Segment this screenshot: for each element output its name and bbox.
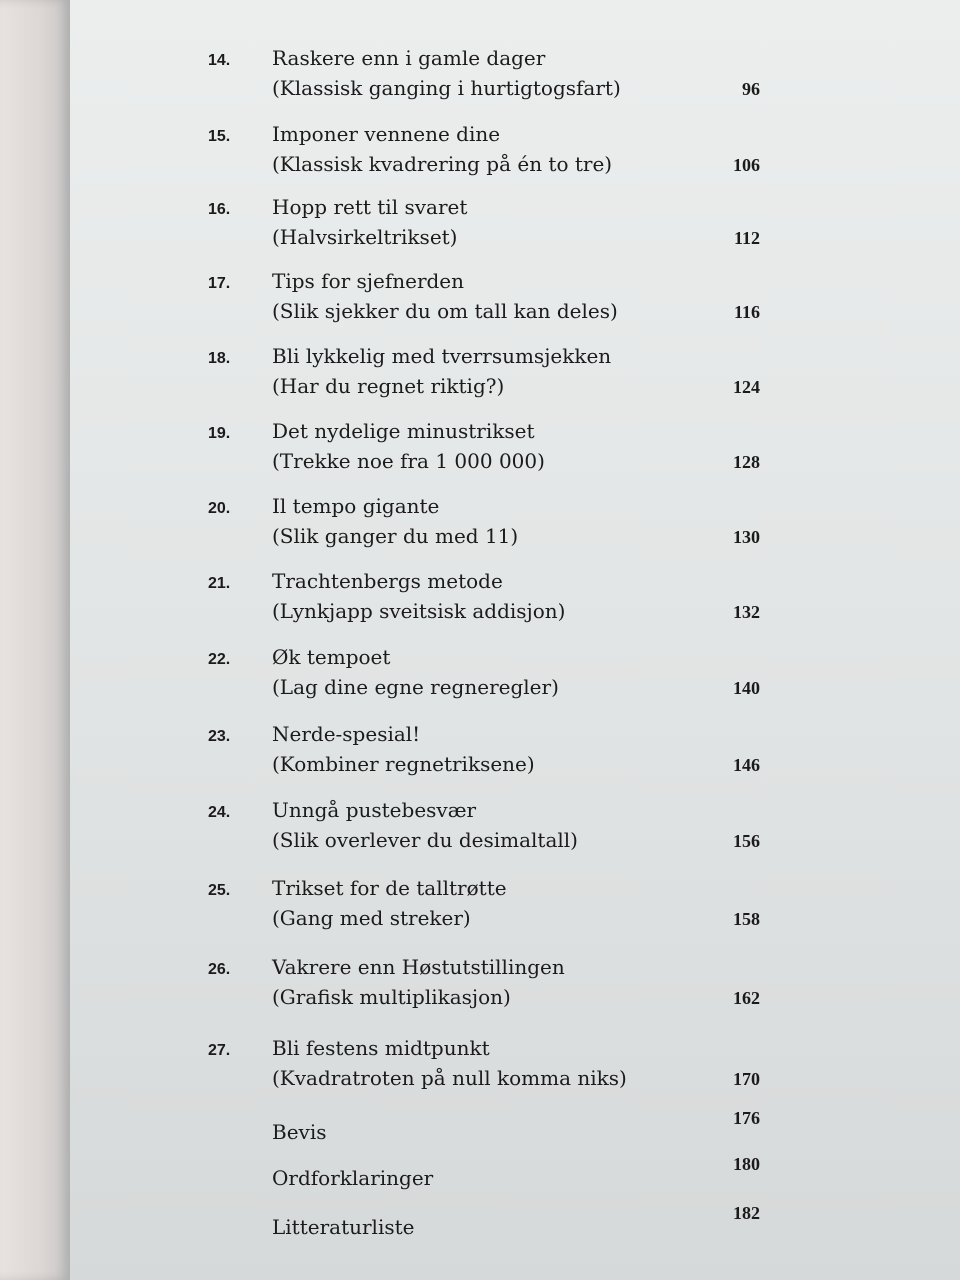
- page-number: 112: [733, 228, 760, 248]
- chapter-title: Imponer vennene dine: [272, 122, 501, 146]
- chapter-title: Nerde-spesial!: [272, 722, 421, 746]
- chapter-subtitle: (Lynkjapp sveitsisk addisjon): [272, 599, 566, 623]
- chapter-number: 14.: [208, 52, 231, 69]
- chapter-number: 15.: [208, 128, 231, 145]
- chapter-title: Øk tempoet: [272, 645, 391, 669]
- chapter-subtitle: (Slik ganger du med 11): [272, 524, 519, 548]
- chapter-title: Tips for sjefnerden: [272, 269, 465, 293]
- chapter-title: Trikset for de talltrøtte: [272, 876, 507, 900]
- chapter-subtitle: (Trekke noe fra 1 000 000): [272, 449, 545, 473]
- chapter-subtitle: (Kombiner regnetriksene): [272, 752, 535, 776]
- chapter-number: 19.: [208, 425, 231, 442]
- chapter-subtitle: (Slik overlever du desimaltall): [272, 828, 578, 852]
- chapter-number: 20.: [208, 500, 231, 517]
- chapter-title: Trachtenbergs metode: [272, 569, 503, 593]
- section-title: Litteraturliste: [272, 1215, 415, 1239]
- chapter-title: Il tempo gigante: [272, 494, 440, 518]
- chapter-subtitle: (Grafisk multiplikasjon): [272, 985, 511, 1009]
- page-number: 132: [733, 602, 760, 622]
- chapter-number: 26.: [208, 961, 231, 978]
- page-number: 176: [733, 1108, 760, 1128]
- page-number: 116: [733, 302, 760, 322]
- chapter-title: Raskere enn i gamle dager: [272, 46, 546, 70]
- chapter-subtitle: (Gang med streker): [272, 906, 471, 930]
- page-number: 128: [733, 452, 760, 472]
- chapter-number: 25.: [208, 882, 231, 899]
- chapter-number: 23.: [208, 728, 231, 745]
- chapter-title: Hopp rett til svaret: [272, 195, 468, 219]
- page-number: 158: [733, 909, 760, 929]
- page-number: 146: [733, 755, 760, 775]
- page-number: 106: [733, 155, 760, 175]
- chapter-subtitle: (Lag dine egne regneregler): [272, 675, 559, 699]
- page-number: 140: [733, 678, 760, 698]
- chapter-title: Unngå pustebesvær: [272, 798, 477, 822]
- page-number: 124: [733, 377, 760, 397]
- chapter-title: Det nydelige minustrikset: [272, 419, 535, 443]
- chapter-number: 22.: [208, 651, 231, 668]
- chapter-number: 24.: [208, 804, 231, 821]
- chapter-subtitle: (Klassisk ganging i hurtigtogsfart): [272, 76, 621, 100]
- chapter-subtitle: (Har du regnet riktig?): [272, 374, 505, 398]
- section-title: Bevis: [272, 1120, 327, 1144]
- chapter-subtitle: (Kvadratroten på null komma niks): [272, 1066, 627, 1090]
- chapter-number: 17.: [208, 275, 231, 292]
- chapter-title: Bli lykkelig med tverrsumsjekken: [272, 344, 612, 368]
- page-number: 156: [733, 831, 760, 851]
- page-number: 130: [733, 527, 760, 547]
- chapter-title: Bli festens midtpunkt: [272, 1036, 490, 1060]
- chapter-number: 18.: [208, 350, 231, 367]
- page-number: 180: [733, 1154, 760, 1174]
- chapter-number: 27.: [208, 1042, 231, 1059]
- page-number: 170: [733, 1069, 760, 1089]
- chapter-title: Vakrere enn Høstutstillingen: [272, 955, 565, 979]
- section-title: Ordforklaringer: [272, 1166, 434, 1190]
- chapter-subtitle: (Klassisk kvadrering på én to tre): [272, 152, 613, 176]
- page-number: 182: [733, 1203, 760, 1223]
- chapter-number: 21.: [208, 575, 231, 592]
- chapter-number: 16.: [208, 201, 231, 218]
- page-number: 162: [733, 988, 760, 1008]
- page-number: 96: [742, 79, 760, 99]
- chapter-subtitle: (Slik sjekker du om tall kan deles): [272, 299, 618, 323]
- chapter-subtitle: (Halvsirkeltrikset): [272, 225, 458, 249]
